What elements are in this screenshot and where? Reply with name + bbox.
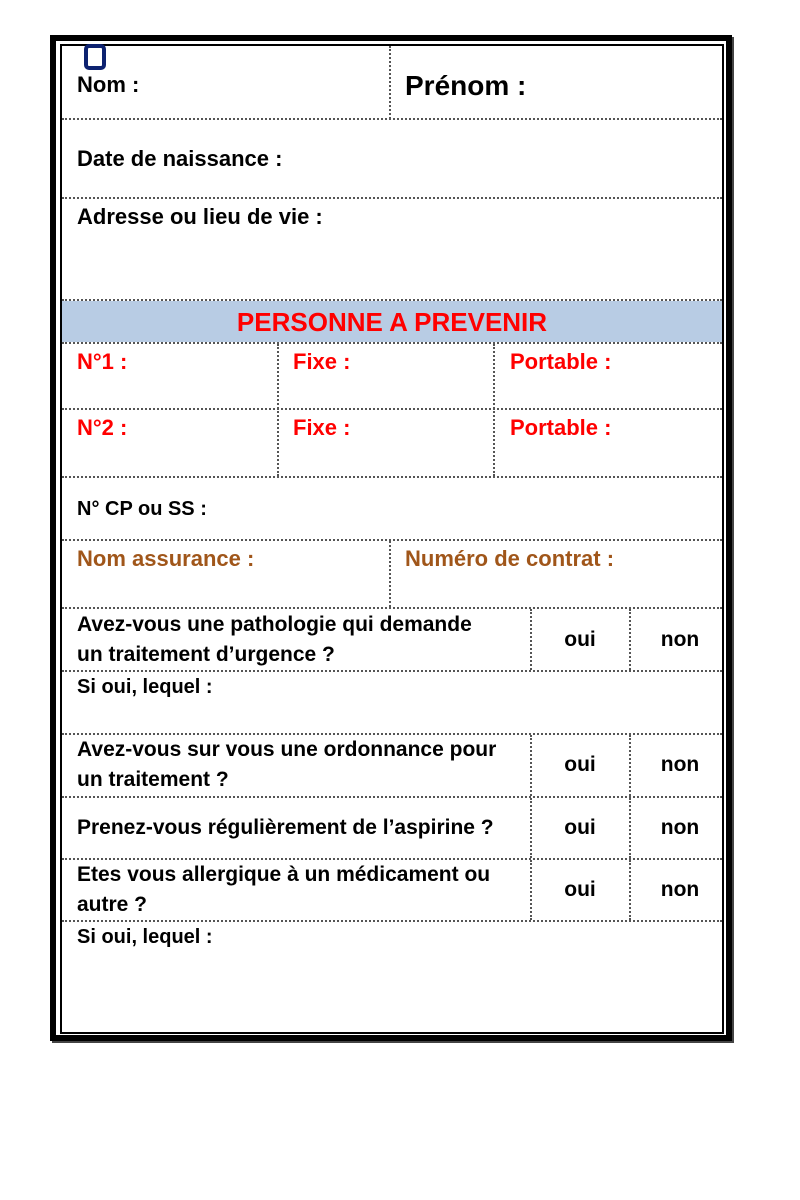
question-4-line-1: Etes vous allergique à un médicament ou <box>77 863 491 886</box>
divider <box>62 197 722 199</box>
divider <box>629 798 631 858</box>
divider <box>629 860 631 920</box>
contact-2-number-label: N°2 : <box>77 415 128 440</box>
question-2-line-1: Avez-vous sur vous une ordonnance pour <box>77 738 497 761</box>
question-4-non-option: non <box>660 878 700 901</box>
question-1-line-1: Avez-vous une pathologie qui demande <box>77 613 472 636</box>
corner-tab-icon <box>84 44 106 70</box>
divider <box>62 342 722 344</box>
contact-1-portable-label: Portable : <box>510 349 612 374</box>
prenom-label: Prénom : <box>405 70 527 101</box>
nom-assurance-label: Nom assurance : <box>77 546 255 571</box>
personne-a-prevenir-banner: PERSONNE A PREVENIR <box>62 301 722 342</box>
question-1-non-option: non <box>660 628 700 651</box>
divider <box>493 344 495 476</box>
numero-contrat-label: Numéro de contrat : <box>405 546 615 571</box>
divider <box>62 118 722 120</box>
followup-1-label: Si oui, lequel : <box>77 676 213 698</box>
adresse-label: Adresse ou lieu de vie : <box>77 204 323 229</box>
divider <box>62 796 722 798</box>
contact-1-number-label: N°1 : <box>77 349 128 374</box>
divider <box>62 920 722 922</box>
divider <box>277 344 279 476</box>
cp-ss-label: N° CP ou SS : <box>77 498 207 520</box>
divider <box>62 607 722 609</box>
divider <box>62 670 722 672</box>
divider <box>62 539 722 541</box>
divider <box>62 408 722 410</box>
question-1-line-2: un traitement d’urgence ? <box>77 643 335 666</box>
nom-label: Nom : <box>77 72 140 97</box>
question-2-non-option: non <box>660 753 700 776</box>
contact-2-fixe-label: Fixe : <box>293 415 351 440</box>
question-2-line-2: un traitement ? <box>77 768 229 791</box>
contact-2-portable-label: Portable : <box>510 415 612 440</box>
question-3-non-option: non <box>660 816 700 839</box>
contact-1-fixe-label: Fixe : <box>293 349 351 374</box>
question-1-oui-option: oui <box>564 628 596 651</box>
question-4-line-2: autre ? <box>77 893 148 916</box>
divider <box>62 476 722 478</box>
date-naissance-label: Date de naissance : <box>77 146 283 171</box>
divider <box>389 46 391 119</box>
question-4-oui-option: oui <box>564 878 596 901</box>
question-3-oui-option: oui <box>564 816 596 839</box>
divider <box>629 735 631 796</box>
divider <box>629 609 631 670</box>
followup-2-label: Si oui, lequel : <box>77 926 213 948</box>
question-3-line-1: Prenez-vous régulièrement de l’aspirine ? <box>77 816 494 839</box>
divider <box>389 541 391 607</box>
question-2-oui-option: oui <box>564 753 596 776</box>
